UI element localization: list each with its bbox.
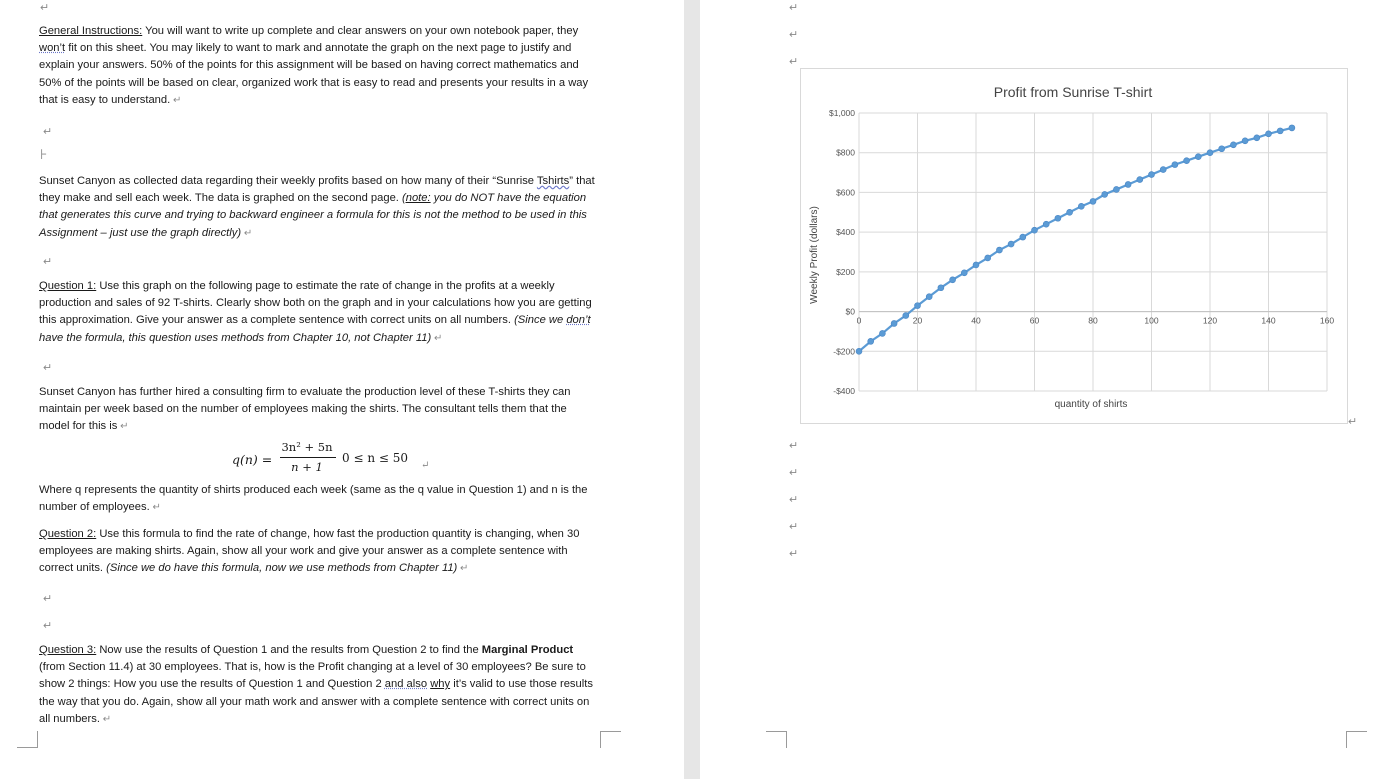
page-corner-mark xyxy=(600,731,621,748)
question-2-italic: (Since we do have this formula, now we use methods from Chapter 11) xyxy=(106,562,458,575)
data-point xyxy=(1137,177,1143,183)
empty-paragraph-mark: ↵ xyxy=(43,620,53,632)
x-tick-label: 120 xyxy=(1202,315,1218,326)
x-tick-label: 60 xyxy=(1029,315,1040,326)
question-1-label: Question 1: xyxy=(39,280,97,292)
data-point xyxy=(1289,125,1295,131)
question-2-label: Question 2: xyxy=(39,528,97,540)
data-point xyxy=(1242,138,1248,144)
question-3-text-2: (from Section 11.4) at 30 employees. That is, how is the Profit changing at a level of 30 employees? Be sure to show 2 things: How you use the results of Question 1 and Question 2 xyxy=(39,661,586,691)
data-point xyxy=(1078,203,1084,209)
data-point xyxy=(879,330,885,336)
data-point xyxy=(1219,146,1225,152)
data-point xyxy=(1020,234,1026,240)
sunset-text-2: ” that they make and sell each week. The data is graphed on the second page. xyxy=(39,175,595,205)
question-3-text-3: it’s valid to use those results the way that you do. Again, show all your math work and answer with a complete sentence with correct units on all numbers. xyxy=(39,678,593,725)
data-point xyxy=(1172,162,1178,168)
empty-paragraph-mark: ↵ xyxy=(43,256,53,268)
y-tick-label: $0 xyxy=(845,306,855,317)
where-text: Where q represents the quantity of shirts produced each week (same as the q value in Question 1) and n is the number of employees. xyxy=(39,484,588,514)
paragraph-mark: ↵ xyxy=(789,56,799,68)
x-tick-label: 40 xyxy=(971,315,981,326)
consulting-text: Sunset Canyon has further hired a consulting firm to evaluate the production level of these T-shirts they can maintain per week based on the number of employees making the shirts. The consultant tells them that the model for this is xyxy=(39,386,571,433)
data-point xyxy=(1230,142,1236,148)
sunset-note-text: you do NOT have the equation that generates this curve and trying to backward engineer a formula for this is not the method to be used in this Assignment – just use the graph directly) xyxy=(39,192,587,239)
formula-numerator: 3n² + 5n xyxy=(281,440,333,454)
data-point xyxy=(1043,221,1049,227)
fraction-bar xyxy=(280,457,336,458)
data-point xyxy=(973,262,979,268)
data-point xyxy=(1254,135,1260,141)
general-instructions-paragraph xyxy=(39,23,599,109)
y-tick-label: $200 xyxy=(836,266,855,277)
data-point xyxy=(950,277,956,283)
question-1-italic-2: have the formula, this question uses methods from Chapter 10, not Chapter 11) xyxy=(39,331,432,344)
x-tick-label: 20 xyxy=(912,315,923,326)
data-point xyxy=(926,294,932,300)
paragraph-mark: ↵ xyxy=(117,421,129,433)
page-corner-mark xyxy=(1346,731,1367,748)
empty-paragraph-mark: ↵ xyxy=(43,362,53,374)
data-point xyxy=(985,255,991,261)
paragraph-mark: ↵ xyxy=(457,563,469,575)
paragraph-mark: ↵ xyxy=(431,332,443,344)
sunset-paragraph xyxy=(39,173,599,242)
series-line xyxy=(856,128,1292,351)
data-point xyxy=(1149,172,1155,178)
data-point xyxy=(903,313,909,319)
paragraph-mark: ↵ xyxy=(789,440,799,452)
general-instructions-label: General Instructions: xyxy=(39,25,143,37)
question-1-text: Use this graph on the following page to estimate the rate of change in the profits at a weekly production and sales of 92 T-shirts. Clearly show both on the graph and in your calculations how you are getting this approximation. Give your answer as a complete sentence with correct units on all numbers. xyxy=(39,280,592,327)
grid xyxy=(856,113,1327,391)
question-1-dont: don’t xyxy=(566,314,591,327)
data-point xyxy=(856,348,862,354)
data-point xyxy=(961,270,967,276)
general-text-2: fit on this sheet. You may likely to want to mark and annotate the graph on the next page to justify and explain your answers. 50% of the points for this assignment will be based on having correct mathematics and 50% of the points will be based on clear, organized work that is easy to read and presents your results in a way that is easy to understand. xyxy=(39,42,589,106)
x-tick-label: 100 xyxy=(1144,315,1159,326)
data-point xyxy=(891,320,897,326)
general-text-1: You will want to write up complete and clear answers on your own notebook paper, they xyxy=(142,25,579,37)
page-gutter xyxy=(684,0,700,779)
question-3-why: why xyxy=(430,678,451,691)
chart-title: Profit from Sunrise T-shirt xyxy=(993,84,1153,100)
empty-paragraph-mark: ↵ xyxy=(43,126,53,138)
question-2-paragraph xyxy=(39,526,599,578)
question-3-text-1: Now use the results of Question 1 and the results from Question 2 to find the xyxy=(96,644,482,656)
formula-denominator: n + 1 xyxy=(291,460,323,474)
general-wont: won’t xyxy=(39,42,66,55)
profit-chart[interactable] xyxy=(800,68,1348,424)
data-point xyxy=(915,303,921,309)
chart-canvas xyxy=(801,69,1347,423)
x-tick-label: 140 xyxy=(1261,315,1276,326)
data-point xyxy=(1032,227,1038,233)
y-tick-label: $1,000 xyxy=(829,108,855,118)
question-3-bold: Marginal Product xyxy=(481,644,574,656)
y-tick-label: -$200 xyxy=(833,346,855,357)
paragraph-mark: ↵ xyxy=(421,460,430,471)
question-1-paragraph xyxy=(39,278,599,347)
cursor-mark[interactable]: ⊦ xyxy=(40,146,48,162)
consulting-paragraph xyxy=(39,384,599,436)
data-point xyxy=(1195,154,1201,160)
formula-domain: 0 ≤ n ≤ 50 xyxy=(342,451,408,465)
question-1-italic-1: (Since we xyxy=(514,314,567,327)
data-point xyxy=(1055,215,1061,221)
x-axis-label: quantity of shirts xyxy=(1054,399,1128,410)
x-tick-label: 80 xyxy=(1088,315,1098,326)
y-tick-label: $800 xyxy=(836,147,855,158)
paragraph-mark: ↵ xyxy=(789,548,799,560)
question-3-and-also: and also xyxy=(384,678,428,691)
data-point xyxy=(938,285,944,291)
x-tick-label: 0 xyxy=(856,315,862,326)
where-paragraph xyxy=(39,482,599,516)
sunset-tshirts: Tshirts xyxy=(536,175,570,187)
question-3-paragraph xyxy=(39,642,599,728)
paragraph-mark: ↵ xyxy=(170,94,182,106)
paragraph-mark: ↵ xyxy=(789,494,799,506)
data-point xyxy=(1102,191,1108,197)
data-point xyxy=(1125,181,1131,187)
paragraph-mark: ↵ xyxy=(789,2,799,14)
data-point xyxy=(1266,131,1272,137)
data-point xyxy=(1067,209,1073,215)
data-point xyxy=(1090,198,1096,204)
paragraph-mark: ↵ xyxy=(149,502,161,514)
paragraph-mark: ↵ xyxy=(40,2,50,14)
paragraph-mark: ↵ xyxy=(789,521,799,533)
data-point xyxy=(1008,241,1014,247)
sunset-text-1: Sunset Canyon as collected data regarding their weekly profits based on how many of their “Sunrise xyxy=(39,175,537,187)
data-point xyxy=(1207,150,1213,156)
paragraph-mark: ↵ xyxy=(789,467,799,479)
question-3-label: Question 3: xyxy=(39,644,97,656)
y-tick-label: $400 xyxy=(836,227,855,238)
paragraph-mark: ↵ xyxy=(1348,416,1358,428)
document-page-left xyxy=(0,0,684,779)
paragraph-mark: ↵ xyxy=(241,227,253,239)
data-point xyxy=(868,338,874,344)
paragraph-mark: ↵ xyxy=(789,29,799,41)
data-point xyxy=(1113,186,1119,192)
axes xyxy=(829,108,1334,396)
empty-paragraph-mark: ↵ xyxy=(43,593,53,605)
data-point xyxy=(1160,167,1166,173)
data-point xyxy=(1277,128,1283,134)
data-point xyxy=(996,247,1002,253)
formula-lhs: q(n) = xyxy=(232,452,273,467)
page-corner-mark xyxy=(766,731,787,748)
data-point xyxy=(1184,158,1190,164)
page-corner-mark xyxy=(17,731,38,748)
y-tick-label: -$400 xyxy=(833,386,855,396)
x-tick-label: 160 xyxy=(1319,315,1335,326)
y-axis-label: Weekly Profit (dollars) xyxy=(809,206,820,304)
paragraph-mark: ↵ xyxy=(99,713,112,725)
sunset-note-label: (note: xyxy=(402,192,431,205)
y-tick-label: $600 xyxy=(836,187,855,198)
question-2-text: Use this formula to find the rate of change, how fast the production quantity is changing, when 30 employees are making shirts. Again, show all your work and give your answer as a complete sentence with correct units. xyxy=(39,528,580,575)
